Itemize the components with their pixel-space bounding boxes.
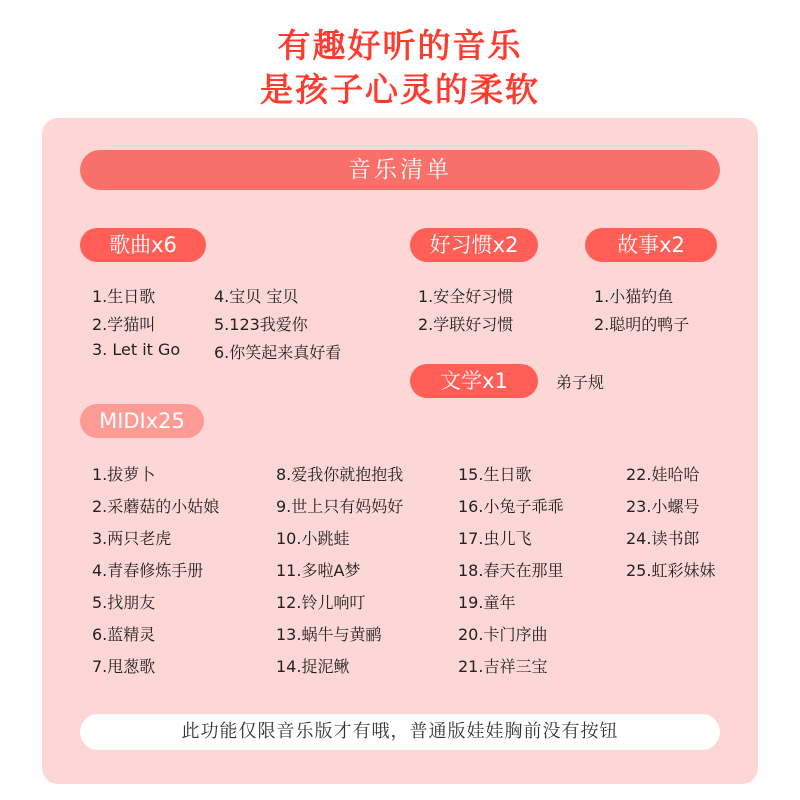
literature-item: 弟子规 bbox=[556, 373, 605, 392]
midi-item: 21.吉祥三宝 bbox=[458, 657, 548, 676]
midi-item: 13.蜗牛与黄鹂 bbox=[276, 625, 382, 644]
song-item: 1.生日歌 bbox=[92, 287, 156, 306]
music-list-banner: 音乐清单 bbox=[80, 150, 720, 190]
literature-category-pill: 文学x1 bbox=[410, 364, 538, 398]
midi-item: 4.青春修炼手册 bbox=[92, 561, 204, 580]
story-item: 1.小猫钓鱼 bbox=[594, 287, 674, 306]
songs-category-pill: 歌曲x6 bbox=[80, 228, 206, 262]
midi-item: 16.小兔子乖乖 bbox=[458, 497, 564, 516]
story-item: 2.聪明的鸭子 bbox=[594, 315, 690, 334]
midi-item: 8.爱我你就抱抱我 bbox=[276, 465, 404, 484]
midi-item: 15.生日歌 bbox=[458, 465, 532, 484]
midi-item: 17.虫儿飞 bbox=[458, 529, 532, 548]
midi-item: 1.拔萝卜 bbox=[92, 465, 156, 484]
midi-item: 20.卡门序曲 bbox=[458, 625, 548, 644]
song-item: 6.你笑起来真好看 bbox=[214, 343, 342, 362]
midi-item: 24.读书郎 bbox=[626, 529, 700, 548]
midi-item: 3.两只老虎 bbox=[92, 529, 172, 548]
headline-line-2: 是孩子心灵的柔软 bbox=[260, 70, 540, 109]
headline-line-1: 有趣好听的音乐 bbox=[277, 26, 523, 65]
song-item: 5.123我爱你 bbox=[214, 315, 308, 334]
music-version-notice: 此功能仅限音乐版才有哦，普通版娃娃胸前没有按钮 bbox=[80, 714, 720, 750]
midi-item: 10.小跳蛙 bbox=[276, 529, 350, 548]
midi-item: 25.虹彩妹妹 bbox=[626, 561, 716, 580]
midi-item: 18.春天在那里 bbox=[458, 561, 564, 580]
midi-item: 22.娃哈哈 bbox=[626, 465, 700, 484]
midi-category-pill: MIDIx25 bbox=[80, 404, 204, 438]
midi-item: 14.捉泥鳅 bbox=[276, 657, 350, 676]
habit-item: 1.安全好习惯 bbox=[418, 287, 514, 306]
music-list-card bbox=[42, 118, 758, 784]
midi-item: 12.铃儿响叮 bbox=[276, 593, 366, 612]
midi-item: 7.甩葱歌 bbox=[92, 657, 156, 676]
song-item: 3. Let it Go bbox=[92, 340, 181, 359]
midi-item: 5.找朋友 bbox=[92, 593, 156, 612]
song-item: 2.学猫叫 bbox=[92, 315, 156, 334]
midi-item: 19.童年 bbox=[458, 593, 516, 612]
habit-item: 2.学联好习惯 bbox=[418, 315, 514, 334]
midi-item: 11.多啦A梦 bbox=[276, 561, 361, 580]
midi-item: 6.蓝精灵 bbox=[92, 625, 156, 644]
song-item: 4.宝贝 宝贝 bbox=[214, 287, 299, 306]
midi-item: 23.小螺号 bbox=[626, 497, 700, 516]
habits-category-pill: 好习惯x2 bbox=[410, 228, 538, 262]
midi-item: 9.世上只有妈妈好 bbox=[276, 497, 404, 516]
stories-category-pill: 故事x2 bbox=[585, 228, 717, 262]
midi-item: 2.采蘑菇的小姑娘 bbox=[92, 497, 220, 516]
